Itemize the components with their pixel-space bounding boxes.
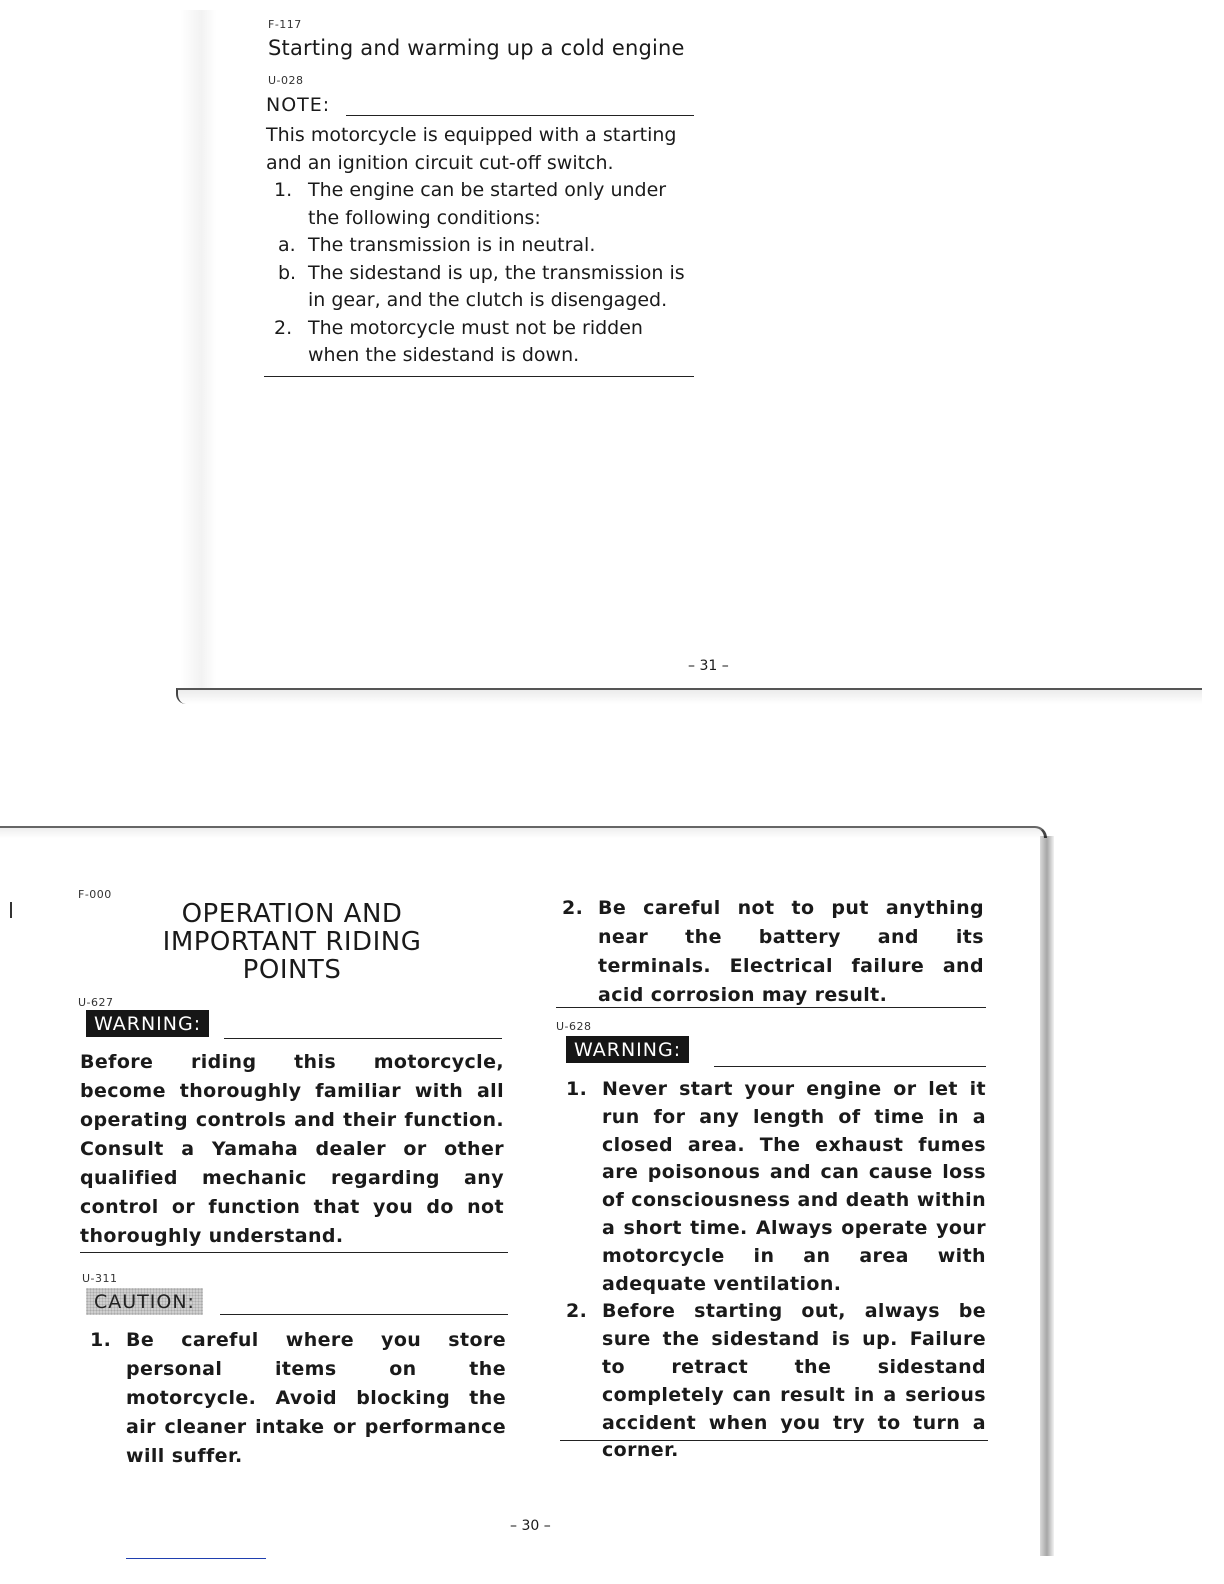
list-item-text: The engine can be started only under the following conditions: <box>308 179 667 229</box>
list-item-text: The motorcycle must not be ridden when the sidestand is down. <box>308 316 643 366</box>
caution-rule <box>220 1314 508 1315</box>
warning-label: WARNING: <box>566 1036 689 1063</box>
caution-list-right <box>552 894 984 1010</box>
top-page-title: Starting and warming up a cold engine <box>268 36 685 60</box>
list-item-number: 1. <box>90 1329 112 1351</box>
heading-line: IMPORTANT RIDING <box>162 927 422 957</box>
heading-line: POINTS <box>242 955 342 985</box>
list-item-number: 2. <box>274 316 293 339</box>
left-warning-code: U-627 <box>78 996 114 1009</box>
list-item-number: b. <box>278 261 297 284</box>
bottom-section-code: F-000 <box>78 888 112 901</box>
list-item <box>266 260 696 315</box>
right-warning-end-rule <box>560 1440 988 1441</box>
right-warning-list <box>556 1076 986 1465</box>
list-item <box>266 232 696 260</box>
list-item-number: 1. <box>274 179 293 201</box>
caution-code: U-311 <box>82 1272 118 1285</box>
right-warning-badge <box>566 1038 689 1062</box>
list-item <box>266 315 696 370</box>
list-item-number: 2. <box>566 1300 588 1323</box>
warning-label: WARNING: <box>86 1010 209 1037</box>
caution-badge <box>86 1290 203 1314</box>
list-item <box>552 894 984 1010</box>
list-item-text: The sidestand is up, the transmission is in gear, and the clutch is disengaged. <box>308 261 685 311</box>
list-item <box>80 1326 506 1471</box>
list-item-text: The transmission is in neutral. <box>308 234 596 256</box>
left-warning-end-rule <box>80 1252 508 1253</box>
right-warning-code: U-628 <box>556 1020 592 1033</box>
top-section-code: F-117 <box>268 18 302 31</box>
bottom-page-top-edge <box>0 826 1047 838</box>
note-text: This motorcycle is equipped with a starting and an ignition circuit cut-off switch. <box>266 124 677 174</box>
left-warning-rule <box>224 1038 502 1039</box>
caution-label: CAUTION: <box>86 1288 203 1315</box>
left-warning-badge <box>86 1012 209 1036</box>
caution-end-rule <box>556 1007 986 1008</box>
section-heading <box>100 900 484 984</box>
bottom-page-number: – 30 – <box>510 1518 551 1534</box>
top-page-number: – 31 – <box>688 658 729 674</box>
list-item-text: Never start your engine or let it run for any length of time in a closed area. The exhaust fumes are poisonous and can cause loss of consciousness and death within a short time. Always operate your motorcycle in an area with adequate ventilation. <box>602 1078 986 1295</box>
heading-line: OPERATION AND <box>181 899 403 929</box>
caution-list-left <box>80 1326 506 1471</box>
note-end-rule <box>264 376 694 377</box>
scan-artifact-line <box>126 1558 266 1559</box>
note-conditions-list <box>266 177 696 370</box>
top-page-bottom-edge <box>176 688 1202 704</box>
list-item-text: Before starting out, always be sure the sidestand is up. Failure to retract the sidestand completely can result in a serious accident when you try to turn a corner. <box>602 1300 986 1462</box>
right-warning-rule <box>714 1066 986 1067</box>
list-item-text: Be careful where you store personal items on the motorcycle. Avoid blocking the air cleaner intake or performance will suffer. <box>126 1329 506 1467</box>
list-item-number: 2. <box>562 897 584 919</box>
list-item-text: Be careful not to put anything near the battery and its terminals. Electrical failure and acid corrosion may result. <box>598 897 984 1006</box>
bottom-page-right-edge-shadow <box>1040 836 1054 1556</box>
list-item <box>266 177 696 232</box>
list-item-number: a. <box>278 234 296 256</box>
note-rule <box>346 115 694 116</box>
list-item-number: 1. <box>566 1078 588 1100</box>
list-item <box>556 1076 986 1298</box>
margin-mark <box>10 902 12 918</box>
left-warning-text: Before riding this motorcycle, become thoroughly familiar with all operating controls and their function. Consult a Yamaha dealer or other qualified mechanic regarding any control or function that you do not thoroughly understand. <box>80 1051 504 1247</box>
note-label: NOTE: <box>266 94 331 116</box>
note-code: U-028 <box>268 74 304 87</box>
top-page-left-edge-shadow <box>180 10 216 690</box>
